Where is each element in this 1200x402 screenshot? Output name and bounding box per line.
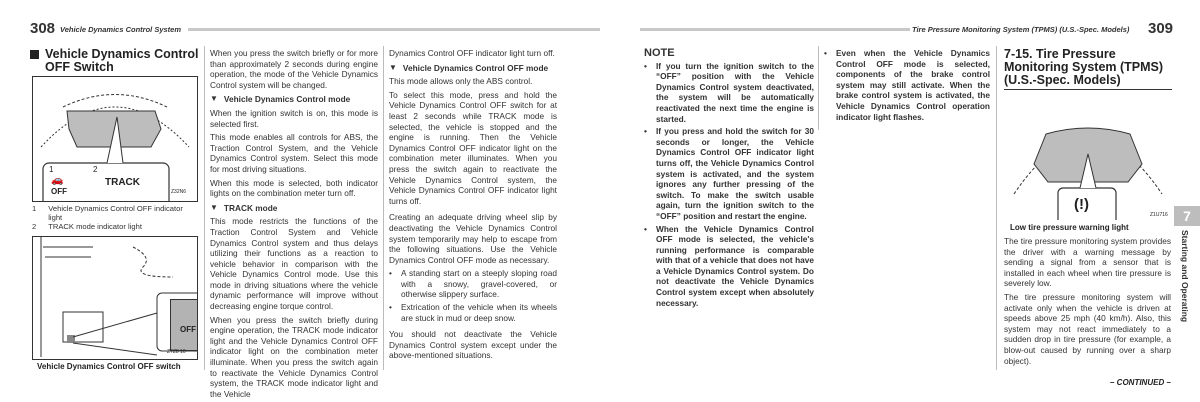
page-number-left: 308	[30, 20, 56, 37]
paragraph: When the ignition switch is on, this mode is selected first.	[210, 107, 378, 129]
bullet-item: • A standing start on a steeply sloping road with a snowy, gravel-covered, or otherwise slippery surface.	[389, 268, 557, 300]
note-bullet: • If you press and hold the switch for 30 seconds or longer, the Vehicle Dynamics Control OFF indicator light turns off, the Vehicle Dynamics Control system is activated, and the system ignores any further pressing of the switch. To make the switch usable again, turn the ignition switch to the “OFF” position and restart the engine.	[644, 126, 814, 221]
note-block-continued	[824, 48, 990, 124]
section-heading-vdc-off	[30, 48, 200, 74]
figure-caption: Low tire pressure warning light	[1010, 223, 1129, 232]
figure-indicator-lights	[32, 76, 198, 202]
square-bullet-icon	[30, 50, 39, 59]
tpms-warning-icon: (!)	[1074, 196, 1089, 213]
chapter-title-vertical: Starting and Operating	[1180, 230, 1190, 323]
subheading-track-mode: ▼ TRACK mode	[210, 202, 278, 213]
bullet-item: • Extrication of the vehicle when its wheels are stuck in mud or deep snow.	[389, 302, 557, 323]
vdc-car-icon: 🚗	[51, 175, 64, 186]
column-vdc-modes	[210, 48, 378, 402]
header-title-left: Vehicle Dynamics Control System	[60, 25, 182, 34]
legend-item-1: 1 Vehicle Dynamics Control OFF indicator light	[32, 204, 183, 222]
section-title-line1: Vehicle Dynamics Control	[45, 47, 199, 61]
switch-off-text: OFF	[180, 325, 196, 334]
note-bullet: • Even when the Vehicle Dynamics Control OFF mode is selected, components of the brake control system may still activate. When the brake control system is activated, the Vehicle Dynamics Control operation indicator light flashes.	[824, 48, 990, 122]
off-indicator-text: OFF	[51, 187, 67, 196]
paragraph: The tire pressure monitoring system provides the driver with a warning message by sending a signal from a sensor that is installed in each wheel when tire pressure is severely low.	[1004, 236, 1171, 289]
chapter-tab[interactable]: 7	[1174, 206, 1200, 226]
figure-label-1: 1	[49, 165, 54, 174]
figure-code: Z32N6	[171, 189, 187, 195]
header-title-right: Tire Pressure Monitoring System (TPMS) (U.S.-Spec. Models)	[912, 25, 1130, 34]
paragraph: This mode allows only the ABS control.	[389, 76, 533, 87]
paragraph: When this mode is selected, both indicator lights on the combination meter turn off.	[210, 177, 378, 199]
paragraph: You should not deactivate the Vehicle Dynamics Control system except under the above-mentioned situations.	[389, 329, 557, 361]
continued-label: – CONTINUED –	[1110, 378, 1171, 387]
paragraph: Creating an adequate driving wheel slip by deactivating the Vehicle Dynamics Control system temporarily may help to escape from the following situations. Use the Vehicle Dynamics Control OFF mode as necessary.	[389, 212, 557, 265]
figure-vdc-off-switch	[32, 236, 198, 360]
paragraph: The tire pressure monitoring system will activate only when the vehicle is driven at speeds above 25 mph (40 km/h). Also, this system may not react immediately to a sudden drop in tire pressure (for example, a blow-out caused by running over a sharp object).	[1004, 291, 1171, 366]
note-block	[644, 48, 814, 310]
column-divider	[383, 46, 384, 370]
figure-code: Z1U716	[1150, 212, 1168, 218]
legend-item-2: 2 TRACK mode indicator light	[32, 222, 142, 231]
section-title-line2: OFF Switch	[45, 60, 114, 74]
column-divider	[204, 46, 205, 370]
note-divider	[818, 46, 819, 130]
note-bullet: • When the Vehicle Dynamics Control OFF mode is selected, the vehicle's running performance is comparable with that of a vehicle that does not have a Vehicle Dynamics Control system. Do not deactivate the Vehicle Dynamics Control system except when absolutely necessary.	[644, 223, 814, 308]
subheading-vdc-off-mode: ▼ Vehicle Dynamics Control OFF mode	[389, 62, 549, 73]
subheading-vdc-mode: ▼ Vehicle Dynamics Control mode	[210, 94, 351, 105]
figure-legend	[32, 204, 198, 231]
intro-paragraph: When you press the switch briefly or for more than approximately 2 seconds during engine operation, the mode of the Vehicle Dynamics Control system will be changed.	[210, 48, 378, 90]
paragraph: To select this mode, press and hold the Vehicle Dynamics Control OFF switch for at least 2 seconds while TRACK mode is selected, the vehicle is stopped and the engine is running. Then the Vehicle Dynamics Control OFF indicator light on the combination meter illuminates. When you press the switch again to reactivate the Vehicle Dynamics Control system, the Vehicle Dynamics Control OFF indicator light turns off.	[389, 89, 557, 206]
paragraph: This mode restricts the functions of the Traction Control System and Vehicle Dynamics Control system and thus delays utilizing their functions as a reaction to vehicle behavior in comparison with the Vehicle Dynamics Control mode. Use this mode in driving situations where the vehicle dynamic performance will improve without decreasing engine torque control.	[210, 216, 378, 312]
figure2-caption: Vehicle Dynamics Control OFF switch	[37, 362, 181, 371]
tpms-description	[1004, 236, 1171, 369]
paragraph: When you press the switch briefly during engine operation, the TRACK mode indicator light and the Vehicle Dynamics Control OFF indicator light on the combination meter illuminate. When you press the switch again to reactivate the Vehicle Dynamics Control system, the TRACK mode indicator light and the Vehicle	[210, 314, 378, 399]
column-divider	[996, 46, 997, 370]
page-number-right: 309	[1148, 20, 1174, 37]
note-title: NOTE	[644, 47, 675, 59]
figure-label-2: 2	[93, 165, 98, 174]
figure2-code: Z7Z8 10	[167, 349, 186, 355]
track-indicator-text: TRACK	[105, 177, 140, 188]
paragraph: This mode enables all controls for ABS, the Traction Control System, and the Vehicle Dynamics Control system. Select this mode for most driving situations.	[210, 132, 378, 174]
paragraph: Dynamics Control OFF indicator light turn off.	[389, 48, 555, 58]
column-vdc-off-mode	[389, 48, 557, 364]
header-rule-right	[640, 28, 910, 31]
section-heading-tpms: 7-15. Tire Pressure Monitoring System (TPMS) (U.S.-Spec. Models)	[1004, 48, 1172, 90]
figure-tpms-light	[1004, 104, 1172, 220]
note-bullet: • If you turn the ignition switch to the “OFF” position with the Vehicle Dynamics Control system deactivated, the system will be automatically reactivated the next time the engine is started.	[644, 60, 814, 124]
header-rule-left	[188, 28, 600, 31]
